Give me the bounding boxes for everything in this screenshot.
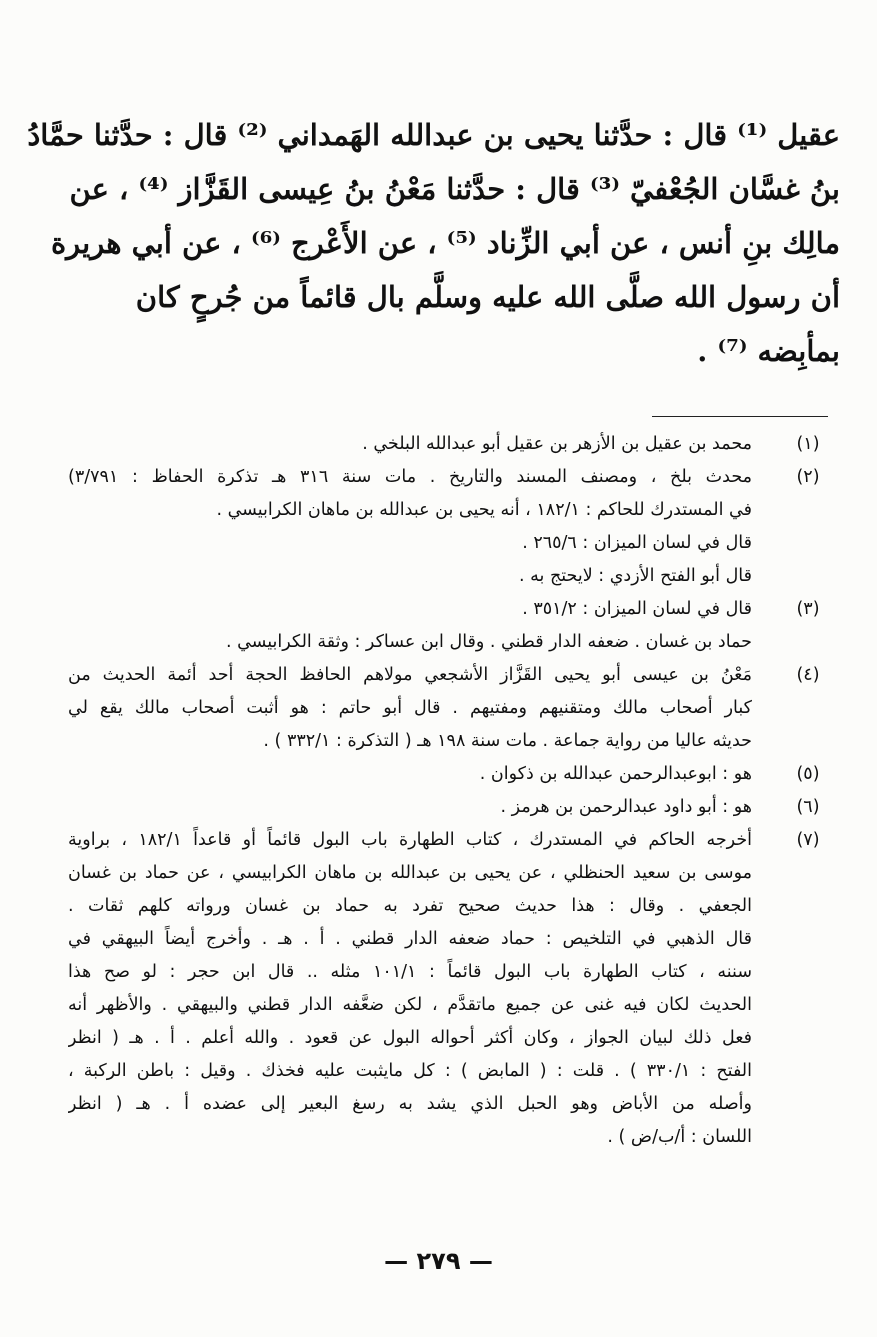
footnote-line bbox=[68, 428, 828, 461]
footnote-line bbox=[68, 956, 828, 989]
footnote-number: (١) bbox=[796, 434, 820, 454]
footnote-line bbox=[68, 626, 828, 659]
main-text-line: بمأبِضه ⁽⁷⁾ . bbox=[697, 334, 840, 368]
footnote-line bbox=[68, 890, 828, 923]
footnote-text: موسى بن سعيد الحنظلي ، عن يحيى بن عبدالله بن ماهان الكرابيسي ، عن حماد بن غسان bbox=[68, 863, 752, 883]
footnote-text: الفتح : ٣٣٠/١ ) . قلت : ( المابض ) : كل مايثبت عليه فخذك . وقيل : باطن الركبة ، bbox=[68, 1061, 752, 1081]
footnote-line bbox=[68, 527, 828, 560]
footnote-line bbox=[68, 1022, 828, 1055]
footnote-text: الحديث لكان فيه غنى عن جميع ماتقدَّم ، لكن ضعَّفه الدار قطني والبيهقي . والأظهر أنه bbox=[68, 995, 752, 1015]
footnote-line bbox=[68, 560, 828, 593]
footnote-text: قال في لسان الميزان : ٢٦٥/٦ . bbox=[522, 533, 752, 553]
footnote-text: كبار أصحاب مالك ومتقنيهم ومفتيهم . قال أبو حاتم : هو أثبت أصحاب مالك يقع لي bbox=[68, 698, 752, 718]
footnote-text: هو : أبو داود عبدالرحمن بن هرمز . bbox=[500, 797, 752, 817]
main-text-line: بنُ غسَّان الجُعْفيّ ⁽³⁾ قال : حدَّثنا مَعْنُ بنُ عِيسى القَزَّاز ⁽⁴⁾ ، عن bbox=[69, 172, 840, 206]
footnote-text: حماد بن غسان . ضعفه الدار قطني . وقال ابن عساكر : وثقة الكرابيسي . bbox=[225, 632, 752, 652]
page-number: — ٢٧٩ — bbox=[384, 1247, 493, 1275]
footnote-line bbox=[68, 1121, 828, 1154]
footnote-line bbox=[68, 758, 828, 791]
footnote-text: محدث بلخ ، ومصنف المسند والتاريخ . مات سنة ٣١٦ هـ تذكرة الحفاظ : ٣/٧٩١) bbox=[68, 467, 752, 487]
footnote-line bbox=[68, 923, 828, 956]
footnote-text: قال أبو الفتح الأزدي : لايحتج به . bbox=[519, 566, 752, 586]
footnote-text: قال في لسان الميزان : ٣٥١/٢ . bbox=[522, 599, 752, 619]
footnote-line bbox=[68, 692, 828, 725]
footnote-line bbox=[68, 461, 828, 494]
footnote-text: وأصله من الأباض وهو الحبل الذي يشد به رسغ البعير إلى عضده أ . هـ ( انظر bbox=[68, 1094, 752, 1114]
footnote-line bbox=[68, 824, 828, 857]
footnote-text: هو : ابوعبدالرحمن عبدالله بن ذكوان . bbox=[479, 764, 752, 784]
main-text-body bbox=[27, 108, 840, 378]
footnote-line bbox=[68, 791, 828, 824]
footnote-line bbox=[68, 857, 828, 890]
main-text-line: عقيل ⁽¹⁾ قال : حدَّثنا يحيى بن عبدالله الهَمداني ⁽²⁾ قال : حدَّثنا حمَّادُ bbox=[27, 118, 840, 152]
footnote-text: مَعْنُ بن عيسى أبو يحيى القَزَّاز الأشجعي مولاهم الحافظ الحجة أحد أئمة الحديث من bbox=[68, 665, 752, 685]
main-text-line: أن رسول الله صلَّى الله عليه وسلَّم بال قائماً من جُرحٍ كان bbox=[135, 280, 840, 314]
footnote-number: (٤) bbox=[796, 665, 820, 685]
footnote-text: حديثه عاليا من رواية جماعة . مات سنة ١٩٨ هـ ( التذكرة : ٣٣٢/١ ) . bbox=[263, 731, 752, 751]
footnote-line bbox=[68, 725, 828, 758]
footnote-line bbox=[68, 659, 828, 692]
footnote-number: (٥) bbox=[796, 764, 820, 784]
footnote-text: في المستدرك للحاكم : ١٨٢/١ ، أنه يحيى بن عبدالله بن ماهان الكرابيسي . bbox=[216, 500, 752, 520]
footnote-text: الجعفي . وقال : هذا حديث صحيح تفرد به حماد بن غسان ورواته كلهم ثقات . bbox=[68, 896, 752, 916]
footnote-line bbox=[68, 989, 828, 1022]
footnote-divider bbox=[652, 416, 828, 417]
footnote-number: (٦) bbox=[796, 797, 820, 817]
footnote-number: (٣) bbox=[796, 599, 820, 619]
footnote-text: سننه ، كتاب الطهارة باب البول قائماً : ١٠١/١ مثله .. قال ابن حجر : لو صح هذا bbox=[68, 962, 752, 982]
footnote-line bbox=[68, 593, 828, 626]
footnote-number: (٢) bbox=[796, 467, 820, 487]
footnote-line bbox=[68, 1088, 828, 1121]
main-text-line: مالِك بنِ أنس ، عن أبي الزِّناد ⁽⁵⁾ ، عن الأَعْرج ⁽⁶⁾ ، عن أبي هريرة bbox=[50, 226, 840, 260]
footnote-line bbox=[68, 494, 828, 527]
footnote-line bbox=[68, 1055, 828, 1088]
footnote-number: (٧) bbox=[796, 830, 820, 850]
footnotes-section bbox=[68, 428, 828, 1154]
footnote-text: قال الذهبي في التلخيص : حماد ضعفه الدار قطني . أ . هـ . وأخرج أيضاً البيهقي في bbox=[68, 929, 752, 949]
footnote-text: فعل ذلك لبيان الجواز ، وكان أكثر أحواله البول عن قعود . والله أعلم . أ . هـ ( انظر bbox=[68, 1028, 752, 1048]
footnote-text: أخرجه الحاكم في المستدرك ، كتاب الطهارة باب البول قائماً أو قاعداً ١٨٢/١ ، براوية bbox=[68, 830, 752, 850]
footnote-text: محمد بن عقيل بن الأزهر بن عقيل أبو عبدالله البلخي . bbox=[362, 434, 752, 454]
footnote-text: اللسان : أ/ب/ض ) . bbox=[607, 1127, 752, 1147]
